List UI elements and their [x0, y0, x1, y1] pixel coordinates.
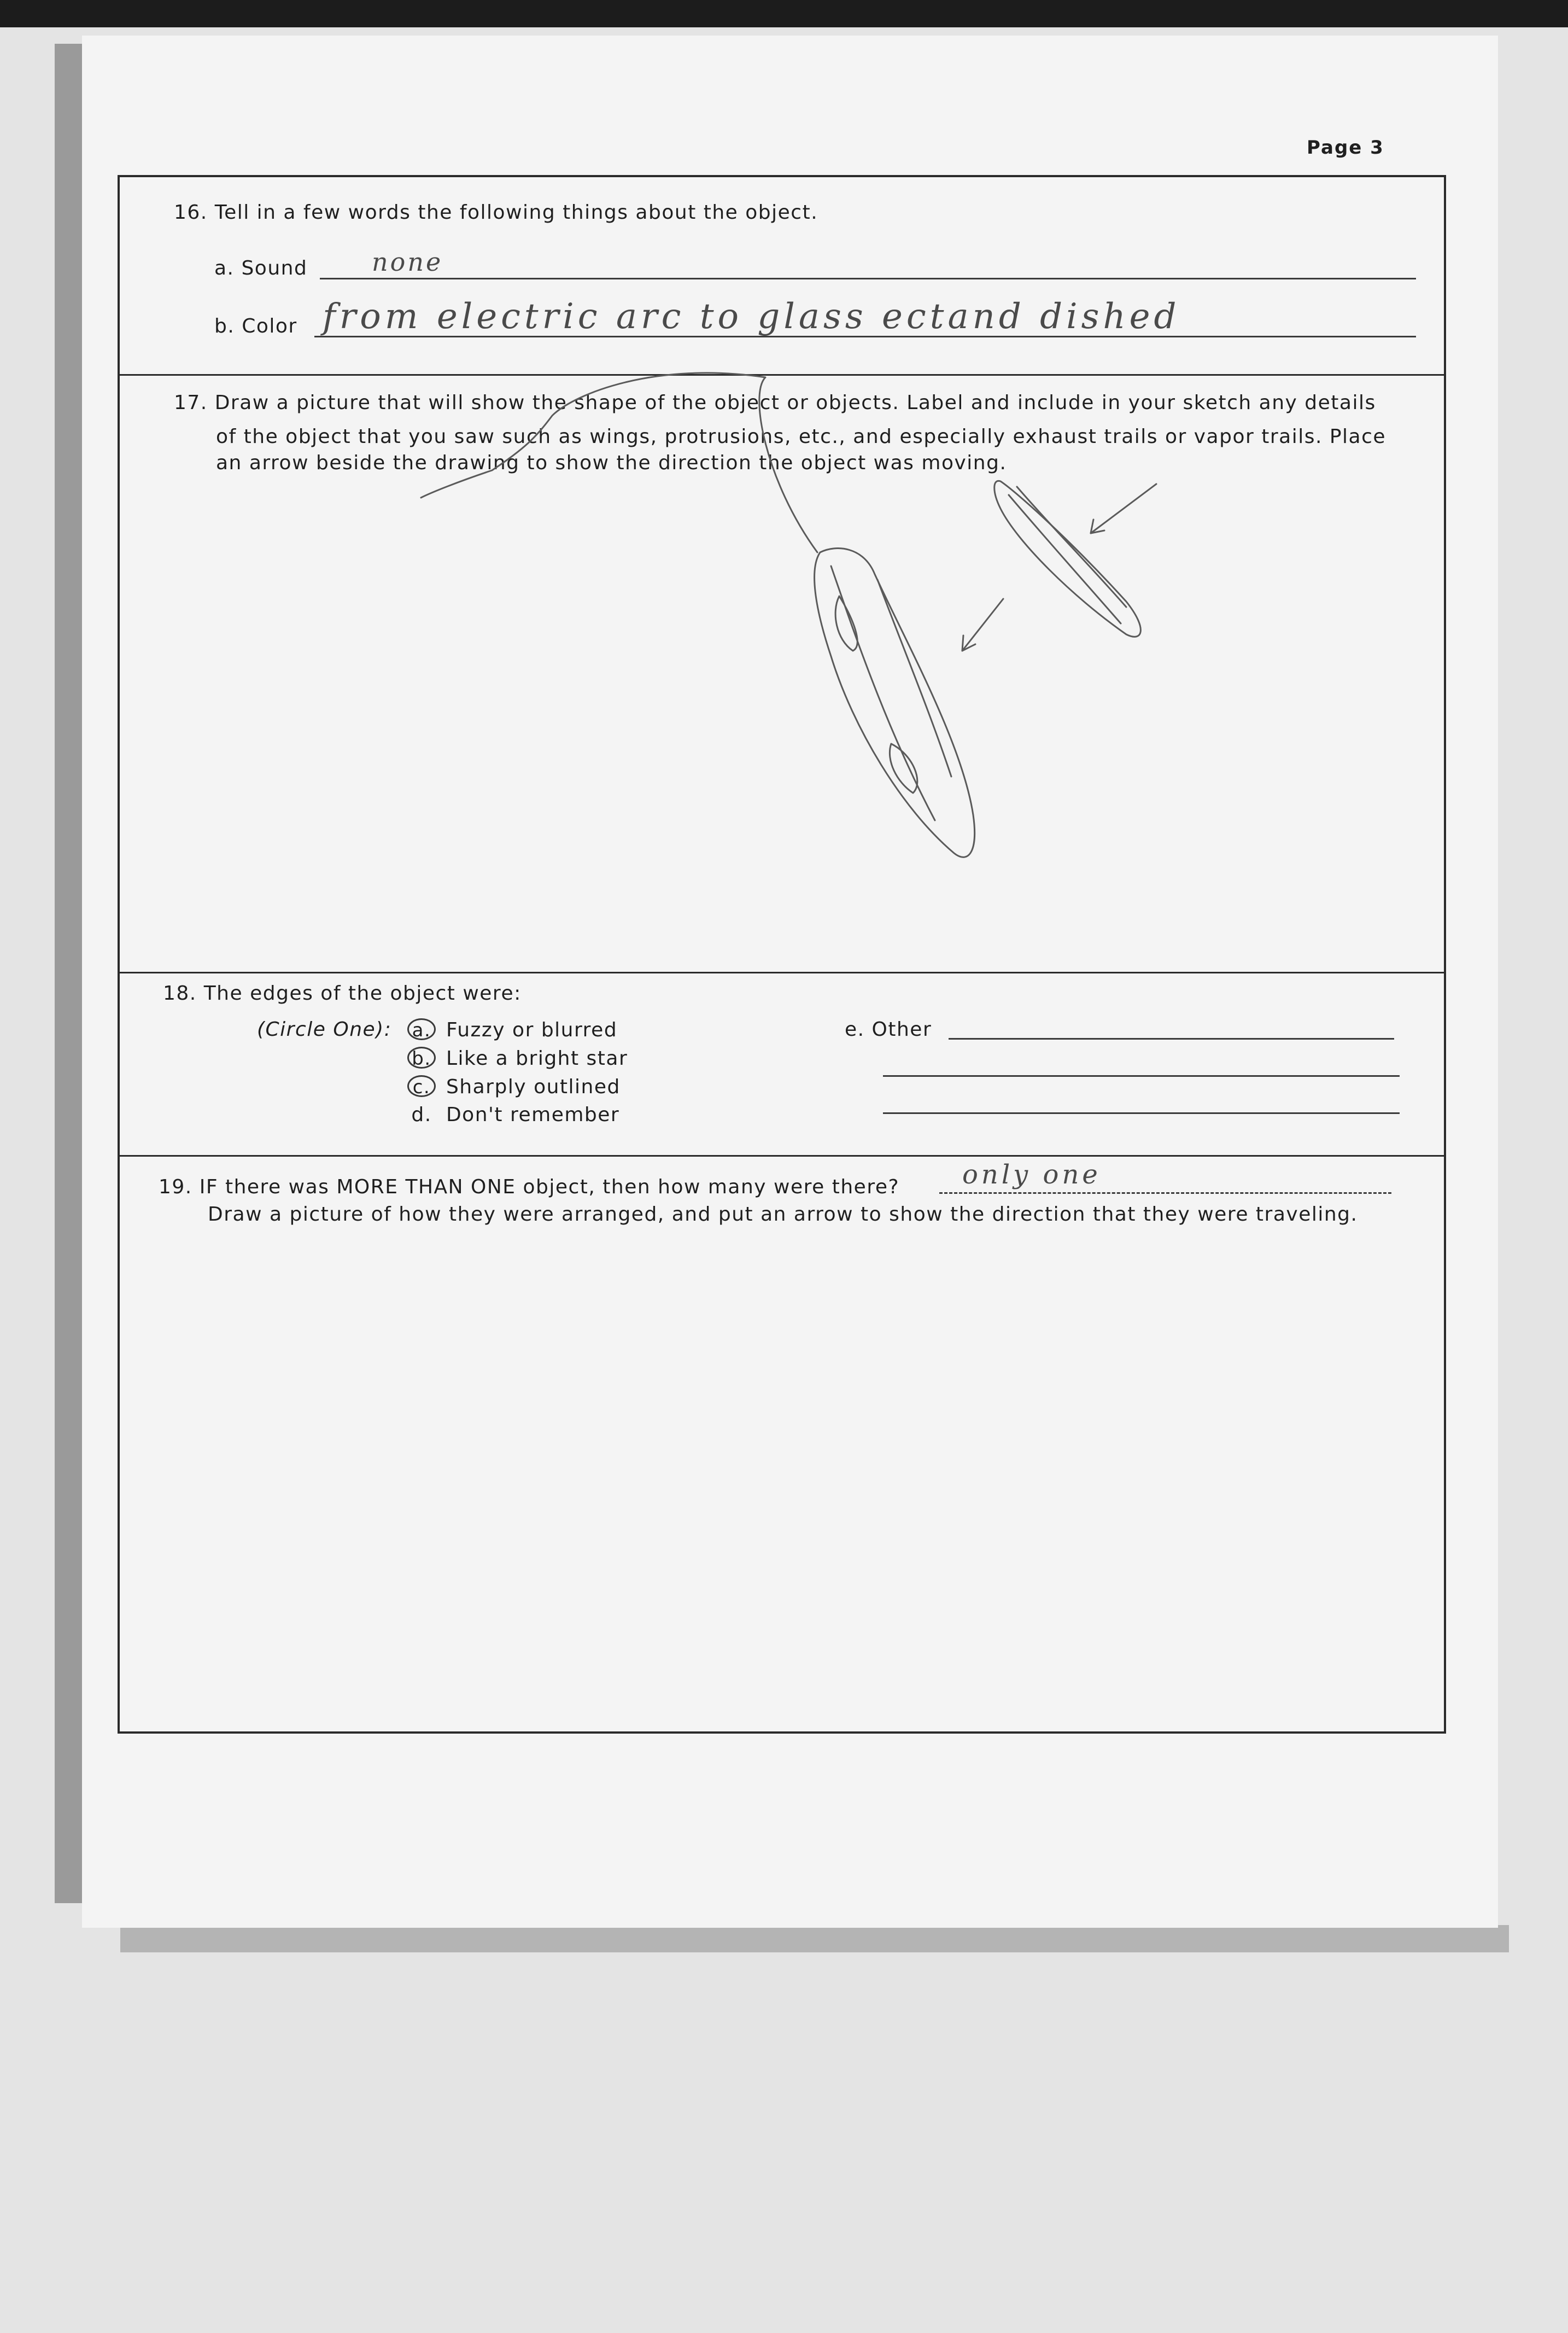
divider-q16-q17 — [120, 374, 1444, 376]
option-letter-d: d. — [411, 1104, 432, 1126]
q18-other-label: e. Other — [845, 1018, 932, 1041]
q16-color-label: b. Color — [214, 315, 297, 337]
option-letter-b: b. — [407, 1047, 436, 1069]
option-text-a: Fuzzy or blurred — [446, 1019, 618, 1041]
q18-prompt: 18. The edges of the object were: — [163, 982, 522, 1005]
q18-instruction: (Circle One): — [257, 1018, 392, 1041]
q16-sound-label: a. Sound — [214, 257, 308, 279]
divider-q18-q19 — [120, 1155, 1444, 1157]
option-text-b: Like a bright star — [446, 1047, 628, 1070]
q17-line2: of the object that you saw such as wings, protrusions, etc., and especially exhaust trails or vapor trails. Place — [216, 425, 1386, 448]
page-number: Page 3 — [1307, 137, 1384, 159]
q18-other-line-3 — [883, 1112, 1400, 1114]
q17-line3: an arrow beside the drawing to show the direction the object was moving. — [216, 452, 1007, 474]
q16-sound-answer: none — [372, 247, 443, 277]
option-letter-c: c. — [407, 1075, 436, 1097]
option-letter-a: a. — [407, 1018, 436, 1040]
divider-q17-q18 — [120, 972, 1444, 973]
scan-bottom-shadow — [120, 1925, 1509, 1952]
q16-sound-line — [320, 278, 1416, 279]
q18-option-d — [407, 1104, 619, 1126]
q19-answer: only one — [962, 1159, 1101, 1190]
q16-prompt: 16. Tell in a few words the following things about the object. — [174, 201, 818, 224]
q19-line2: Draw a picture of how they were arranged, and put an arrow to show the direction that they were traveling. — [208, 1203, 1358, 1226]
option-text-c: Sharply outlined — [446, 1076, 621, 1098]
q18-option-a — [407, 1018, 617, 1041]
scan-top-border — [0, 0, 1568, 27]
q18-other-line-2 — [883, 1075, 1400, 1077]
q16-color-answer: from electric arc to glass ectand dished — [323, 296, 1180, 337]
q18-option-b — [407, 1047, 628, 1070]
q19-answer-line — [939, 1192, 1391, 1194]
option-text-d: Don't remember — [446, 1104, 620, 1126]
q17-line1: 17. Draw a picture that will show the shape of the object or objects. Label and include in your sketch any details — [174, 392, 1376, 414]
q19-line1: 19. IF there was MORE THAN ONE object, then how many were there? — [159, 1176, 900, 1198]
q18-other-line-1 — [949, 1038, 1394, 1040]
q18-option-c — [407, 1075, 621, 1098]
